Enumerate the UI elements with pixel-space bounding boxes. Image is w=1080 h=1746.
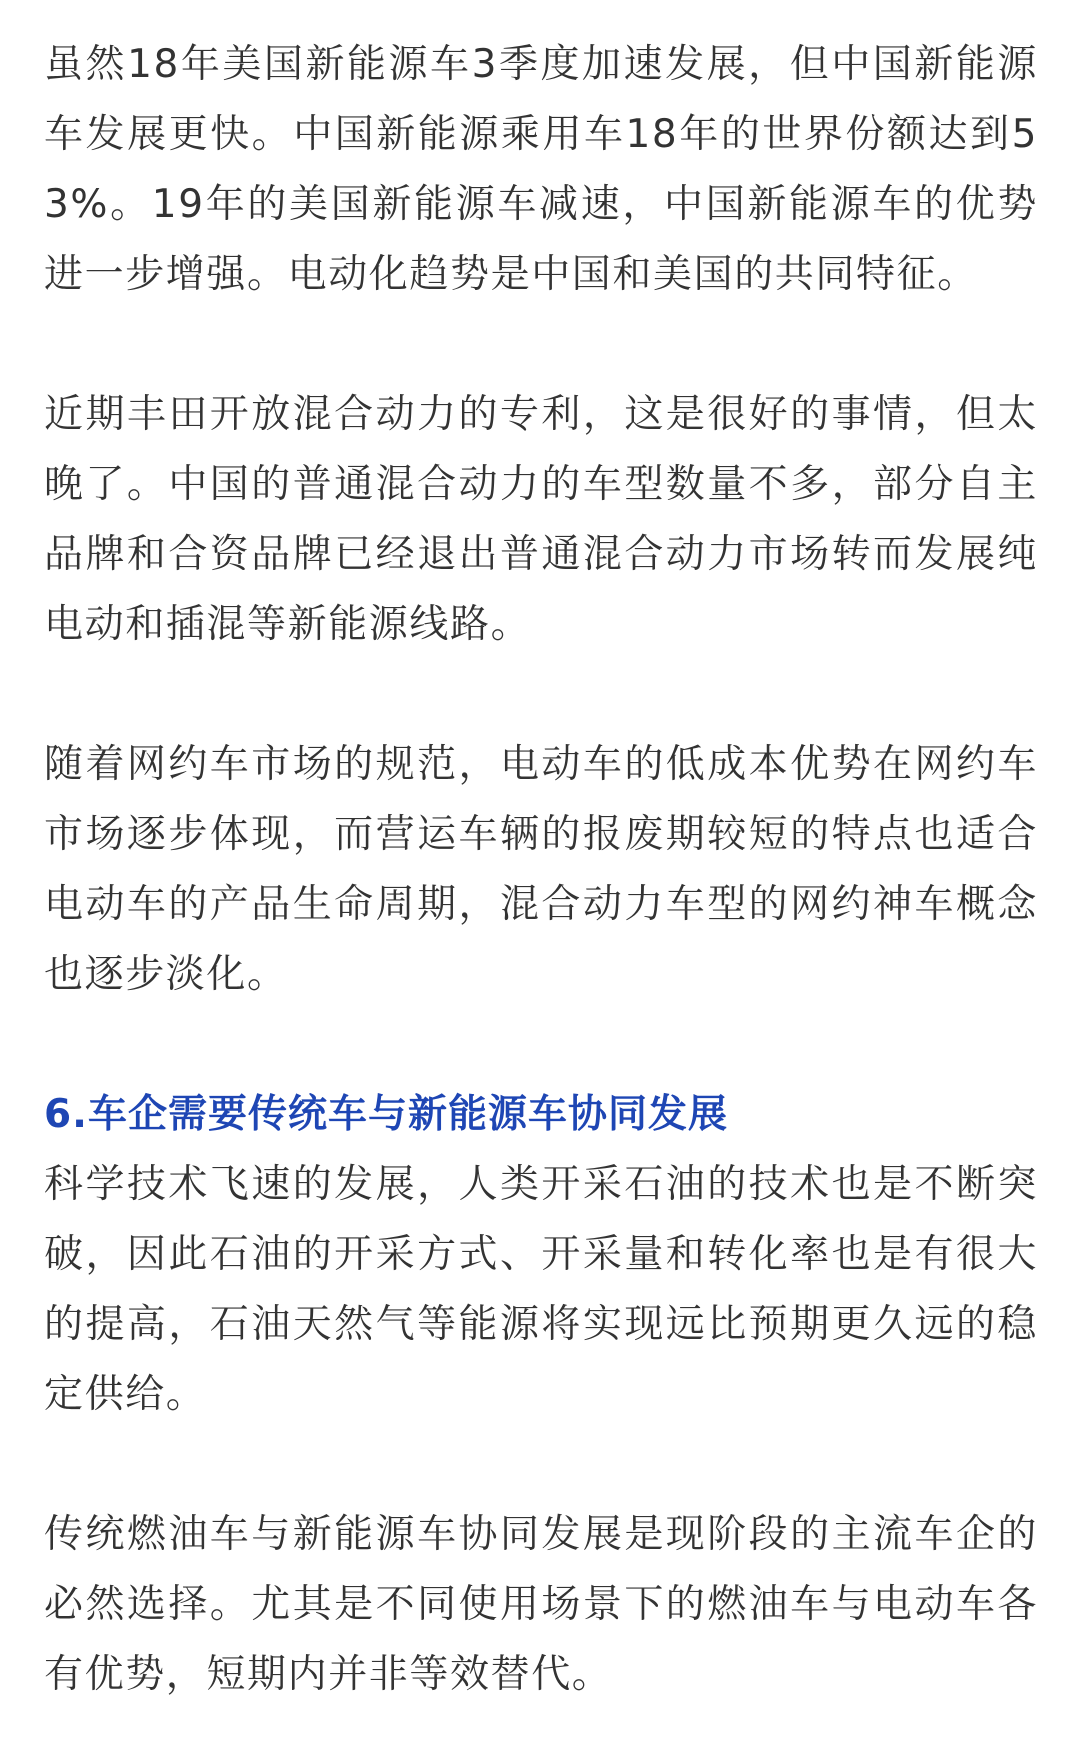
- paragraph-spacer: [44, 1430, 1038, 1500]
- paragraph-oil-technology: 科学技术飞速的发展，人类开采石油的技术也是不断突破，因此石油的开采方式、开采量和转化率也是有很大的提高，石油天然气等能源将实现远比预期更久远的稳定供给。: [44, 1162, 1038, 1417]
- paragraph-toyota-hybrid: 近期丰田开放混合动力的专利，这是很好的事情，但太晚了。中国的普通混合动力的车型数量不多，部分自主品牌和合资品牌已经退出普通混合动力市场转而发展纯电动和插混等新能源线路。: [44, 392, 1038, 647]
- paragraph-ride-hailing: 随着网约车市场的规范，电动车的低成本优势在网约车市场逐步体现，而营运车辆的报废期较短的特点也适合电动车的产品生命周期，混合动力车型的网约神车概念也逐步淡化。: [44, 742, 1038, 997]
- paragraph-coordinated-development: 传统燃油车与新能源车协同发展是现阶段的主流车企的必然选择。尤其是不同使用场景下的燃油车与电动车各有优势，短期内并非等效替代。: [44, 1512, 1038, 1697]
- paragraph-ev-growth: 虽然18年美国新能源车3季度加速发展，但中国新能源车发展更快。中国新能源乘用车18年的世界份额达到53%。19年的美国新能源车减速，中国新能源车的优势进一步增强。电动化趋势是中国和美国的共同特征。: [44, 42, 1038, 297]
- paragraph-spacer: [44, 1010, 1038, 1080]
- section-heading: 6.车企需要传统车与新能源车协同发展: [44, 1092, 728, 1137]
- paragraph-spacer: [44, 310, 1038, 380]
- paragraph-spacer: [44, 660, 1038, 730]
